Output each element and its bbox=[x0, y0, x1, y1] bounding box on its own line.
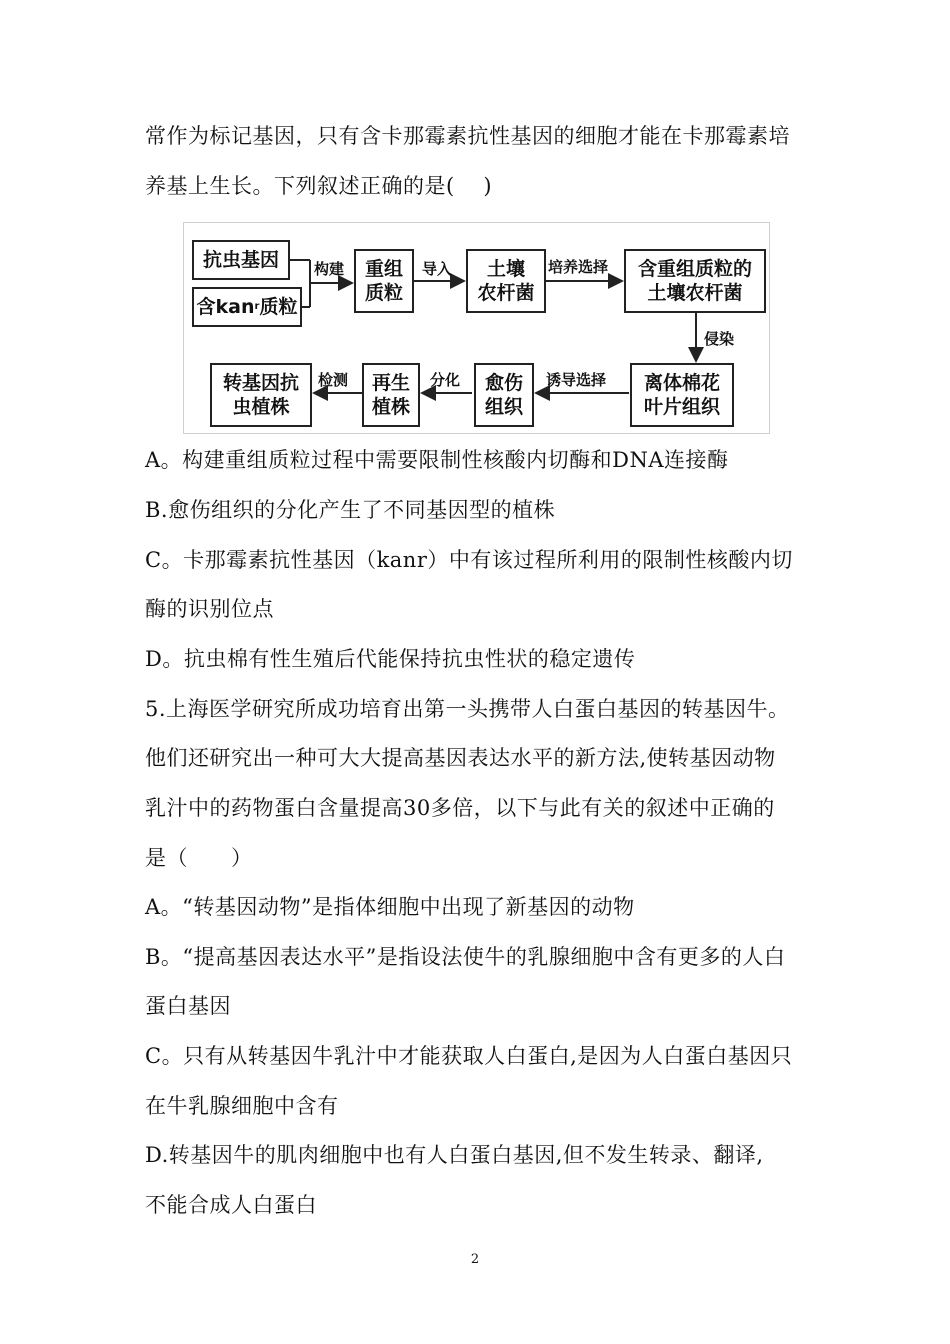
box-insect-resistance-gene bbox=[192, 240, 290, 280]
box-agrobacterium: 土壤 农杆菌 bbox=[466, 249, 546, 313]
edge-label-detect: 检测 bbox=[318, 371, 349, 389]
text-line-1: 常作为标记基因，只有含卡那霉素抗性基因的细胞才能在卡那霉素培 bbox=[145, 124, 790, 148]
edge-label-culture-select: 培养选择 bbox=[548, 258, 609, 276]
text-line-13: B。“提高基因表达水平”是指设法使牛的乳腺细胞中含有更多的人白 bbox=[145, 945, 786, 969]
box-callus: 愈伤 组织 bbox=[474, 363, 534, 427]
text-line-10: 乳汁中的药物蛋白含量提高30多倍，以下与此有关的叙述中正确的 bbox=[145, 796, 775, 820]
text-line-6: 酶的识别位点 bbox=[145, 597, 274, 621]
text-line-12: A。“转基因动物”是指体细胞中出现了新基因的动物 bbox=[145, 895, 635, 919]
box-cotton-leaf-tissue: 离体棉花 叶片组织 bbox=[630, 363, 734, 427]
box-transgenic-plant: 转基因抗 虫植株 bbox=[210, 363, 312, 427]
box-recombinant-plasmid: 重组 质粒 bbox=[354, 249, 414, 313]
box-regenerated-plant: 再生 植株 bbox=[362, 363, 420, 427]
text-line-3: A。构建重组质粒过程中需要限制性核酸内切酶和DNA连接酶 bbox=[145, 448, 729, 472]
page-number: 2 bbox=[470, 1252, 480, 1267]
box-kan-plasmid-superscript: r bbox=[254, 301, 260, 312]
box-kan-plasmid-suffix: 质粒 bbox=[259, 296, 298, 318]
text-line-18: 不能合成人白蛋白 bbox=[145, 1193, 317, 1217]
box-kan-plasmid bbox=[192, 287, 302, 327]
text-line-14: 蛋白基因 bbox=[145, 994, 231, 1018]
text-line-4: B.愈伤组织的分化产生了不同基因型的植株 bbox=[145, 498, 556, 522]
edge-label-construct: 构建 bbox=[314, 260, 345, 278]
text-line-15: C。只有从转基因牛乳汁中才能获取人白蛋白,是因为人白蛋白基因只 bbox=[145, 1044, 793, 1068]
box-agrobacterium-with-plasmid: 含重组质粒的 土壤农杆菌 bbox=[624, 249, 766, 313]
edge-label-induce-select: 诱导选择 bbox=[546, 371, 607, 389]
text-line-11: 是（ ） bbox=[145, 846, 253, 870]
flow-diagram bbox=[183, 222, 770, 434]
text-line-8: 5.上海医学研究所成功培育出第一头携带人白蛋白基因的转基因牛。 bbox=[145, 697, 790, 721]
text-line-7: D。抗虫棉有性生殖后代能保持抗虫性状的稳定遗传 bbox=[145, 647, 636, 671]
edge-label-differentiate: 分化 bbox=[430, 371, 461, 389]
edge-label-infect: 侵染 bbox=[704, 330, 735, 348]
text-line-2: 养基上生长。下列叙述正确的是( ) bbox=[145, 174, 493, 198]
box-kan-plasmid-prefix: 含kan bbox=[196, 296, 255, 318]
text-line-16: 在牛乳腺细胞中含有 bbox=[145, 1094, 339, 1118]
text-line-17: D.转基因牛的肌肉细胞中也有人白蛋白基因,但不发生转录、翻译, bbox=[145, 1143, 764, 1167]
text-line-9: 他们还研究出一种可大大提高基因表达水平的新方法,使转基因动物 bbox=[145, 746, 776, 770]
text-line-5: C。卡那霉素抗性基因（kanr）中有该过程所利用的限制性核酸内切 bbox=[145, 548, 793, 572]
box-insect-resistance-gene-label: 抗虫基因 bbox=[202, 249, 279, 271]
edge-label-import: 导入 bbox=[422, 260, 453, 278]
